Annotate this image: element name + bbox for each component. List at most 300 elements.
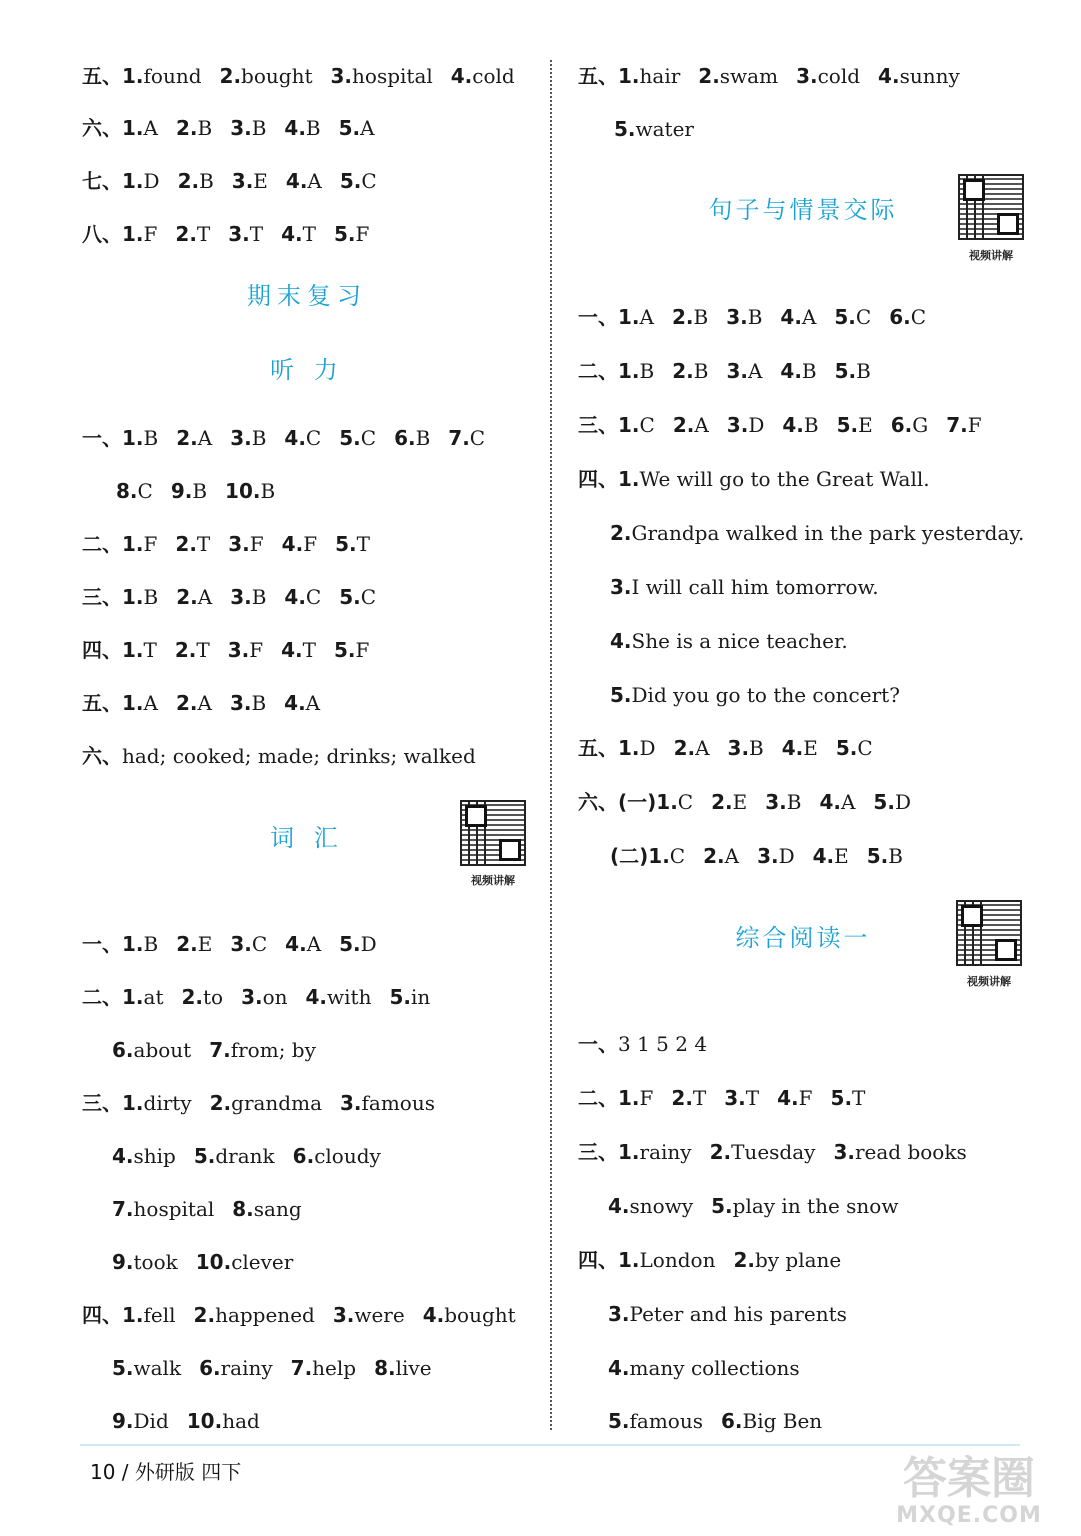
item-answer: A [695, 736, 710, 760]
item-answer: F [303, 532, 318, 556]
item-number: 3. [230, 932, 252, 956]
item-answer: at [143, 985, 164, 1009]
answer-item [199, 1354, 273, 1382]
item-number: 3. [330, 64, 353, 88]
item-answer: C [669, 844, 686, 868]
item-number: 3. [765, 790, 787, 814]
item-answer: C [360, 426, 377, 450]
item-number: 5. [389, 985, 411, 1009]
item-number: 2. [193, 1303, 216, 1327]
item-answer: I will call him tomorrow. [631, 575, 879, 599]
item-number: 1. [618, 467, 640, 491]
answer-item [724, 1084, 759, 1112]
item-number: 4. [812, 844, 835, 868]
answer-line [578, 788, 911, 816]
item-number: 4. [284, 426, 306, 450]
answer-line [608, 1407, 822, 1435]
section-number: 一、 [578, 1032, 618, 1056]
item-number: 4. [112, 1144, 134, 1168]
answer-line [82, 114, 375, 142]
answer-item [423, 1301, 516, 1329]
answer-item [176, 583, 212, 611]
watermark-url: MXQE.COM [896, 1503, 1042, 1528]
answer-line [112, 1407, 260, 1435]
item-answer: C [857, 736, 873, 760]
answer-item [835, 357, 871, 385]
heading-listening: 听 力 [270, 356, 344, 384]
item-number: 2. [672, 359, 694, 383]
item-number: 3. [332, 1303, 355, 1327]
answer-item [122, 62, 202, 90]
item-number: 5. [836, 413, 859, 437]
item-number: 2. [709, 1140, 732, 1164]
item-answer: dirty [143, 1091, 192, 1115]
item-answer: A [197, 691, 212, 715]
item-answer: B [693, 359, 709, 383]
item-number: 1. [618, 64, 640, 88]
item-number: 1. [122, 985, 144, 1009]
item-answer: E [803, 736, 818, 760]
item-number: 9. [112, 1409, 134, 1433]
item-number: 5. [614, 117, 636, 141]
item-answer: B [251, 691, 267, 715]
item-answer: She is a nice teacher. [631, 629, 848, 653]
item-number: 7. [290, 1356, 313, 1380]
answer-item [241, 983, 287, 1011]
item-number: 4. [422, 1303, 445, 1327]
item-answer: hospital [352, 64, 433, 88]
item-number: 3. [230, 585, 252, 609]
item-answer: A [801, 305, 817, 329]
answer-item [672, 303, 708, 331]
item-answer: A [197, 426, 213, 450]
item-answer: B [888, 844, 903, 868]
item-answer: B [415, 426, 431, 450]
item-number: 5. [834, 305, 856, 329]
answer-line [82, 220, 369, 248]
answer-line [82, 530, 370, 558]
item-answer: B [197, 116, 213, 140]
section-number: (二) [610, 844, 649, 868]
section-number: 五、 [82, 691, 122, 715]
item-number: 9. [170, 479, 193, 503]
item-number: 1. [618, 359, 640, 383]
item-number: 4. [819, 790, 841, 814]
item-number: 2. [698, 64, 720, 88]
item-number: 4. [780, 305, 802, 329]
item-number: 2. [672, 413, 695, 437]
item-number: 5. [339, 585, 361, 609]
answer-item [122, 1301, 176, 1329]
item-answer: Did you go to the concert? [631, 683, 900, 707]
answer-item [281, 636, 316, 664]
item-answer: walk [133, 1356, 182, 1380]
item-number: 1. [122, 1303, 144, 1327]
item-answer: T [692, 1086, 707, 1110]
answer-line [112, 1195, 302, 1223]
item-answer: B [803, 413, 819, 437]
answer-line [112, 1036, 316, 1064]
item-number: 2. [177, 169, 200, 193]
item-number: 4. [281, 638, 303, 662]
item-number: 1. [122, 1091, 144, 1115]
item-answer: bought [241, 64, 313, 88]
item-answer: took [133, 1250, 178, 1274]
answer-item [333, 1301, 405, 1329]
item-number: 4. [878, 64, 900, 88]
answer-item [451, 62, 515, 90]
section-number: 五、 [82, 64, 122, 88]
item-number: 5. [335, 532, 357, 556]
item-number: 7. [209, 1038, 231, 1062]
answer-item [946, 411, 981, 439]
answer-item [225, 477, 275, 505]
answer-item [777, 1084, 812, 1112]
item-number: 8. [232, 1197, 254, 1221]
item-answer: E [834, 844, 849, 868]
item-answer: B [639, 359, 655, 383]
answer-item [112, 1195, 214, 1223]
answer-item [181, 983, 223, 1011]
answer-line [82, 983, 430, 1011]
item-number: 3. [726, 359, 748, 383]
answer-item [122, 742, 476, 770]
answer-item [122, 636, 157, 664]
heading-reading: 综合阅读一 [735, 924, 871, 952]
item-answer: rainy [639, 1140, 692, 1164]
section-number: 五、 [578, 64, 618, 88]
answer-item [726, 303, 762, 331]
item-answer: C [910, 305, 927, 329]
answer-item [176, 689, 212, 717]
item-answer: F [249, 532, 264, 556]
answer-item [672, 357, 708, 385]
qr-label-reading: 视频讲解 [967, 975, 1011, 988]
answer-item [389, 983, 430, 1011]
item-number: 7. [448, 426, 470, 450]
answer-item [284, 583, 321, 611]
item-answer: E [858, 413, 873, 437]
item-answer: A [724, 844, 740, 868]
item-answer: A [143, 116, 158, 140]
answer-item [796, 62, 860, 90]
item-number: 6. [890, 413, 913, 437]
item-answer: B [143, 426, 159, 450]
item-answer: drank [215, 1144, 275, 1168]
answer-line [608, 1354, 800, 1382]
answer-item [334, 220, 369, 248]
answer-item [282, 530, 317, 558]
answer-item [765, 788, 801, 816]
item-answer: B [251, 585, 267, 609]
footer-rule [80, 1444, 1020, 1446]
item-number: 1. [122, 638, 144, 662]
item-number: 4. [281, 222, 303, 246]
item-answer: A [694, 413, 709, 437]
item-answer: read books [854, 1140, 967, 1164]
answer-item [230, 424, 266, 452]
answer-item [340, 167, 377, 195]
item-number: 7. [112, 1197, 134, 1221]
answer-item [291, 1354, 356, 1382]
item-number: 4. [608, 1356, 630, 1380]
item-number: 4. [780, 359, 802, 383]
answer-item [614, 115, 694, 143]
item-number: 3. [231, 169, 254, 193]
item-answer: C [855, 305, 872, 329]
section-number: 六、(一) [578, 790, 657, 814]
section-number: 二、 [578, 1086, 618, 1110]
item-answer: cold [472, 64, 515, 88]
item-answer: cloudy [314, 1144, 381, 1168]
answer-item [340, 1089, 435, 1117]
item-answer: B [260, 479, 276, 503]
item-answer: C [361, 169, 377, 193]
item-answer: T [356, 532, 370, 556]
item-answer: C [137, 479, 153, 503]
item-number: 4. [284, 116, 306, 140]
item-number: 6. [112, 1038, 134, 1062]
item-number: 3. [228, 222, 250, 246]
item-number: 2. [671, 305, 694, 329]
item-answer: D [894, 790, 911, 814]
section-number: 二、 [82, 532, 122, 556]
qr-label-sentences: 视频讲解 [969, 249, 1013, 262]
answer-line [578, 303, 926, 331]
qr-code-vocab[interactable] [460, 800, 526, 866]
item-number: 3. [796, 64, 818, 88]
item-answer: swam [719, 64, 779, 88]
item-number: 3. [230, 116, 252, 140]
item-number: 1. [656, 790, 678, 814]
item-answer: F [249, 638, 264, 662]
answer-item [618, 62, 680, 90]
qr-label-vocab: 视频讲解 [471, 874, 515, 887]
answer-item [726, 357, 762, 385]
answer-item [175, 530, 210, 558]
item-number: 6. [292, 1144, 315, 1168]
item-number: 9. [112, 1250, 134, 1274]
item-number: 3. [228, 532, 250, 556]
item-number: 10. [195, 1250, 232, 1274]
answer-line [112, 1248, 293, 1276]
answer-item [306, 983, 372, 1011]
item-answer: D [639, 736, 656, 760]
item-answer: many collections [629, 1356, 800, 1380]
answer-item [833, 1138, 966, 1166]
item-answer: T [249, 222, 264, 246]
item-answer: had; cooked; made; drinks; walked [122, 744, 476, 768]
item-number: 3. [608, 1302, 630, 1326]
item-number: 5. [339, 169, 362, 193]
answer-item [610, 681, 900, 709]
item-number: 5. [333, 638, 356, 662]
qr-code-reading[interactable] [956, 900, 1022, 966]
item-answer: by plane [754, 1248, 842, 1272]
item-number: 1. [618, 1248, 640, 1272]
item-answer: T [196, 532, 211, 556]
answer-item [196, 1248, 294, 1276]
item-answer: A [306, 932, 322, 956]
answer-item [727, 411, 765, 439]
item-answer: about [133, 1038, 192, 1062]
item-number: 5. [830, 1086, 853, 1110]
answer-item [878, 62, 960, 90]
heading-sentences: 句子与情景交际 [708, 196, 898, 224]
item-number: 5. [112, 1356, 134, 1380]
item-answer: B [749, 736, 764, 760]
section-number: 七、 [82, 169, 122, 193]
item-number: 2. [673, 736, 696, 760]
item-answer: A [305, 691, 321, 715]
item-number: 3. [727, 736, 750, 760]
item-number: 2. [711, 790, 733, 814]
item-answer: on [262, 985, 288, 1009]
answer-line [112, 1142, 381, 1170]
item-number: 4. [284, 691, 306, 715]
item-answer: F [355, 638, 370, 662]
item-answer: snowy [629, 1194, 694, 1218]
answer-item [780, 303, 816, 331]
answer-line [578, 1246, 841, 1274]
item-number: 1. [618, 1086, 640, 1110]
item-number: 5. [339, 426, 361, 450]
item-number: 3. [726, 413, 749, 437]
item-number: 6. [199, 1356, 221, 1380]
item-number: 4. [305, 985, 328, 1009]
answer-item [837, 411, 873, 439]
item-answer: B [801, 359, 817, 383]
heading-vocabulary: 词 汇 [270, 824, 344, 852]
answer-item [608, 1407, 703, 1435]
item-answer: C [305, 585, 322, 609]
item-answer: A [360, 116, 375, 140]
item-answer: A [747, 359, 763, 383]
item-answer: B [786, 790, 802, 814]
answer-item [187, 1407, 260, 1435]
item-number: 1. [122, 585, 144, 609]
item-number: 5. [333, 222, 356, 246]
answer-item [780, 357, 816, 385]
answer-item [618, 465, 930, 493]
item-answer: help [312, 1356, 357, 1380]
item-answer: C [305, 426, 322, 450]
item-number: 5. [339, 932, 361, 956]
answer-item [618, 1138, 692, 1166]
item-answer: bought [444, 1303, 516, 1327]
item-number: 4. [450, 64, 473, 88]
item-answer: Did [133, 1409, 169, 1433]
item-answer: had [222, 1409, 260, 1433]
answer-line [82, 167, 377, 195]
answer-item [339, 424, 376, 452]
answer-item [285, 930, 321, 958]
answer-item [122, 167, 160, 195]
answer-item [175, 636, 210, 664]
item-number: 1. [618, 305, 640, 329]
item-number: 7. [946, 413, 968, 437]
answer-item [721, 1407, 822, 1435]
item-number: 5. [610, 683, 632, 707]
item-answer: happened [215, 1303, 315, 1327]
answer-item [122, 583, 158, 611]
section-number: 四、 [578, 1248, 618, 1272]
item-number: 10. [186, 1409, 223, 1433]
answer-item [757, 842, 795, 870]
section-number: 八、 [82, 222, 122, 246]
answer-item [374, 1354, 431, 1382]
item-number: 1. [618, 1140, 640, 1164]
answer-item [710, 1138, 816, 1166]
answer-item [648, 842, 685, 870]
answer-line [82, 62, 515, 90]
answer-item [867, 842, 903, 870]
item-answer: B [251, 426, 267, 450]
item-answer: hospital [133, 1197, 215, 1221]
item-number: 8. [374, 1356, 396, 1380]
watermark-logo: 答案圈 [903, 1453, 1035, 1504]
answer-item [176, 930, 212, 958]
item-answer: found [143, 64, 202, 88]
qr-code-sentences[interactable] [958, 174, 1024, 240]
answer-item [610, 627, 848, 655]
item-answer: play in the snow [732, 1194, 899, 1218]
answer-item [209, 1036, 316, 1064]
item-number: 2. [175, 116, 198, 140]
item-answer: C [360, 585, 377, 609]
answer-item [673, 411, 709, 439]
answer-line [610, 627, 848, 655]
item-answer: B [856, 359, 871, 383]
item-number: 4. [781, 736, 804, 760]
item-number: 1. [648, 844, 670, 868]
answer-item [711, 1192, 898, 1220]
item-answer: A [307, 169, 322, 193]
item-answer: A [840, 790, 856, 814]
item-number: 6. [721, 1409, 743, 1433]
item-answer: famous [629, 1409, 703, 1433]
item-number: 2. [181, 985, 203, 1009]
answer-item [112, 1248, 178, 1276]
item-answer: fell [143, 1303, 176, 1327]
answer-line [578, 1138, 967, 1166]
item-number: 2. [176, 932, 198, 956]
item-answer: D [143, 169, 160, 193]
answer-item [228, 636, 263, 664]
item-answer: D [778, 844, 795, 868]
answer-item [891, 411, 929, 439]
answer-item [618, 411, 655, 439]
item-answer: A [639, 305, 654, 329]
answer-item [782, 411, 818, 439]
answer-item [831, 1084, 866, 1112]
answer-line [578, 357, 871, 385]
item-answer: in [410, 985, 431, 1009]
answer-item [284, 689, 320, 717]
item-number: 1. [122, 222, 144, 246]
answer-item [122, 930, 158, 958]
item-answer: C [251, 932, 268, 956]
item-answer: ship [133, 1144, 176, 1168]
answer-item [176, 424, 212, 452]
item-answer: live [395, 1356, 432, 1380]
item-number: 3. [726, 305, 748, 329]
section-number: 二、 [82, 985, 122, 1009]
answer-item [733, 1246, 841, 1274]
item-answer: sang [253, 1197, 302, 1221]
item-number: 2. [175, 222, 197, 246]
answer-item [339, 583, 376, 611]
